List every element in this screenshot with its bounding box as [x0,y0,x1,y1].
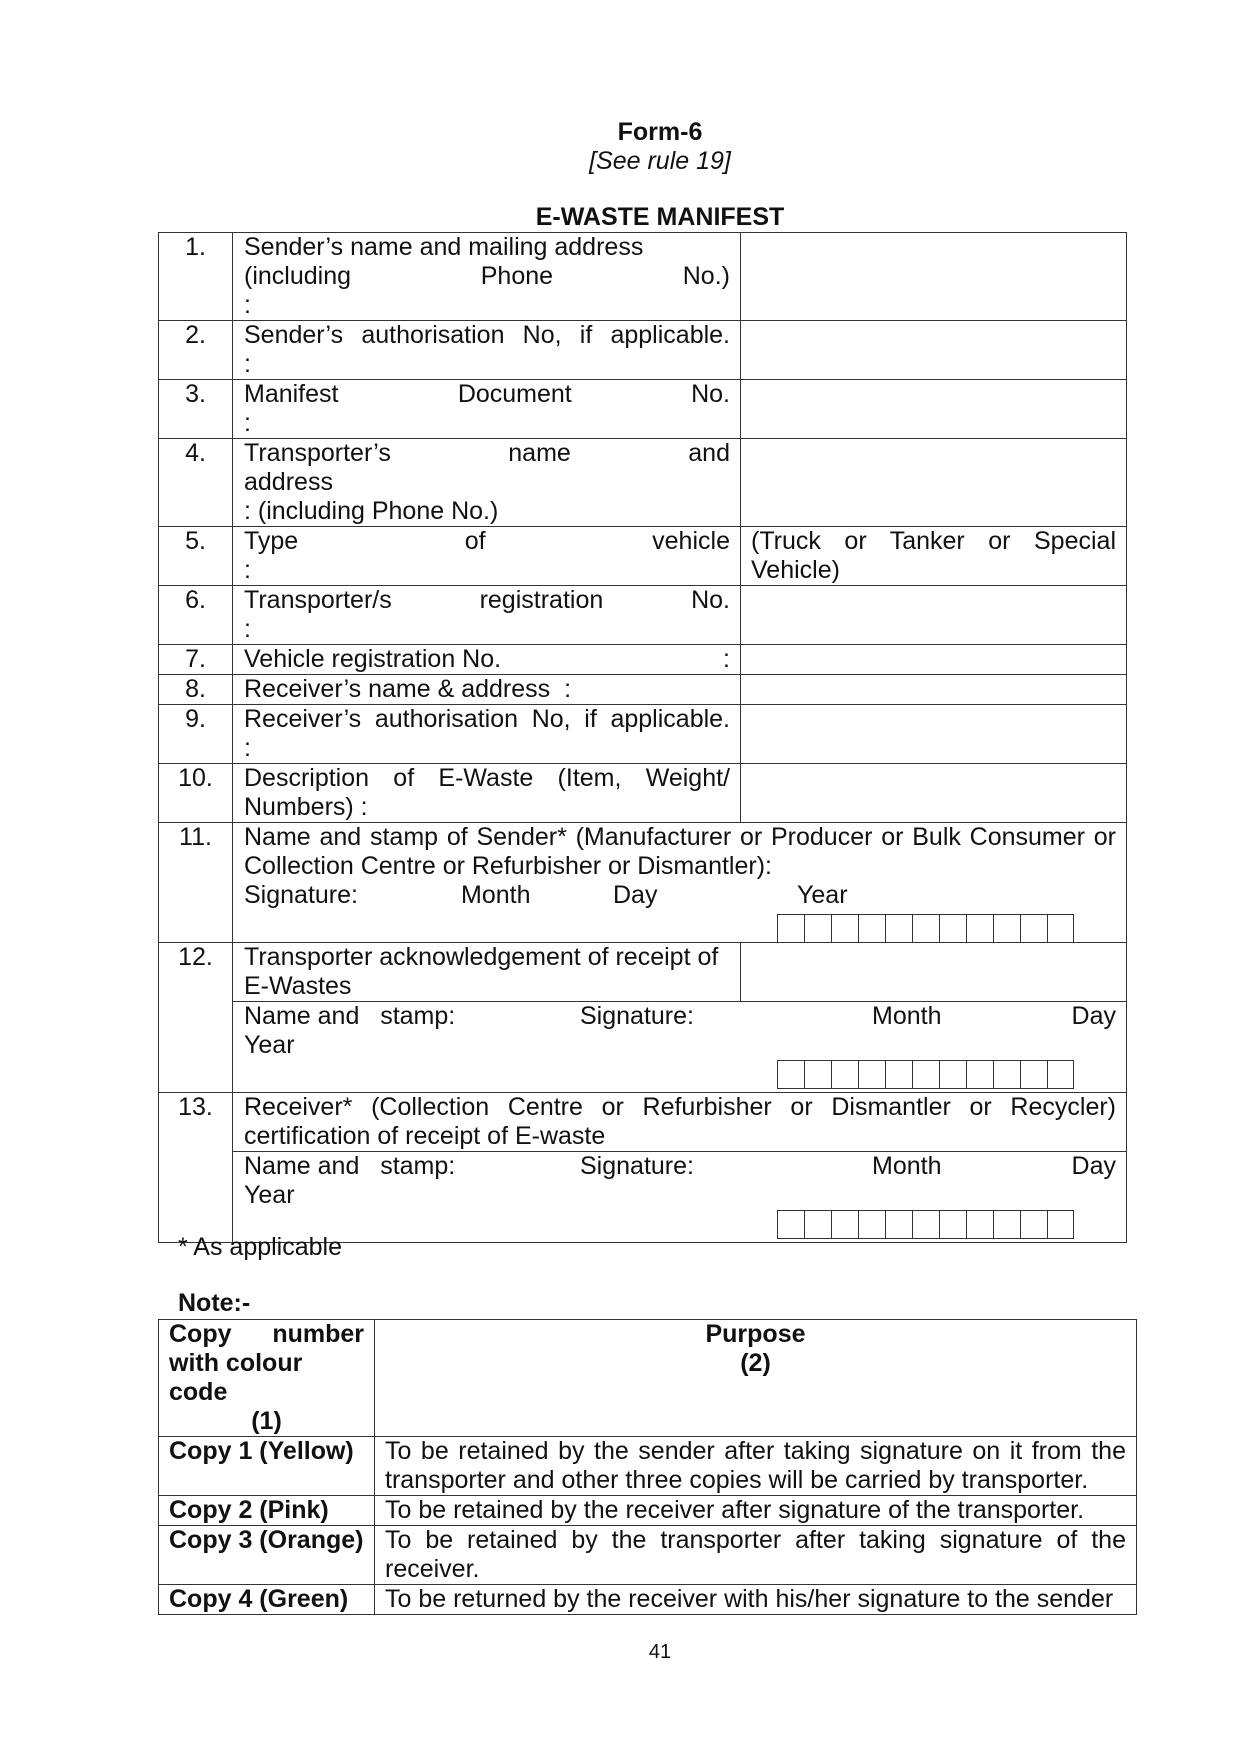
sender-stamp-section [233,823,1127,943]
signature-label: Signature: [580,1002,694,1030]
row-number: 4. [159,439,233,527]
note-heading: Note:- [178,1289,251,1317]
manifest-row-1 [159,233,1127,321]
transporter-name-address-field[interactable] [741,439,1127,527]
row-label: Sender’s name and mailing address (including Phone No.) : [233,233,741,321]
row-number: 13. [159,1093,233,1243]
row-label: Type of vehicle : [233,527,741,586]
year-label: Year [244,1181,295,1209]
manifest-row-12a [159,943,1127,1002]
month-label: Month [872,1152,942,1180]
form-title: Form-6 [617,118,703,146]
year-label: Year [797,881,848,909]
month-label: Month [872,1002,942,1030]
row-number: 1. [159,233,233,321]
copy-purpose: To be returned by the receiver with his/her signature to the sender [375,1585,1137,1615]
row-number: 5. [159,527,233,586]
copy-purpose: To be retained by the sender after taking signature on it from the transporter and other three copies will be carried by transporter. [375,1437,1137,1496]
note-row [159,1496,1137,1526]
row-number: 11. [159,823,233,943]
transporter-registration-field[interactable] [741,586,1127,645]
receiver-certification-label: Receiver* (Collection Centre or Refurbisher or Dismantler or Recycler) certification of receipt of E-waste [233,1093,1127,1152]
manifest-row-13a [159,1093,1127,1152]
row-label: Receiver’s name & address : [233,675,741,705]
row-number: 3. [159,380,233,439]
copy-label: Copy 2 (Pink) [159,1496,375,1526]
manifest-row-12b [159,1002,1127,1093]
copy-label: Copy 1 (Yellow) [159,1437,375,1496]
receiver-authorisation-field[interactable] [741,705,1127,764]
copy-label: Copy 3 (Orange) [159,1526,375,1585]
note-row [159,1526,1137,1585]
note-header-row [159,1320,1137,1437]
note-row [159,1585,1137,1615]
row-number: 9. [159,705,233,764]
vehicle-registration-field[interactable] [741,645,1127,675]
manifest-row-3 [159,380,1127,439]
receiver-signature-section [233,1152,1127,1243]
manifest-row-7 [159,645,1127,675]
manifest-row-8 [159,675,1127,705]
row-number: 8. [159,675,233,705]
row-number: 6. [159,586,233,645]
page-number: 41 [648,1641,672,1663]
sender-name-address-field[interactable] [741,233,1127,321]
signature-label: Signature: [580,1152,694,1180]
row-label: Transporter’s name and address : (including Phone No.) [233,439,741,527]
name-stamp-label: Name and stamp: [244,1002,456,1030]
transporter-ack-field[interactable] [741,943,1127,1002]
manifest-row-9 [159,705,1127,764]
row-number: 12. [159,943,233,1093]
manifest-document-number-field[interactable] [741,380,1127,439]
copy-label: Copy 4 (Green) [159,1585,375,1615]
row-label: Transporter/s registration No. : [233,586,741,645]
manifest-row-6 [159,586,1127,645]
row-number: 2. [159,321,233,380]
note-row [159,1437,1137,1496]
manifest-row-2 [159,321,1127,380]
note-table [158,1319,1137,1615]
footnote: * As applicable [178,1233,343,1261]
manifest-row-4 [159,439,1127,527]
manifest-title: E-WASTE MANIFEST [535,203,785,231]
ewaste-description-field[interactable] [741,764,1127,823]
row-label: Receiver’s authorisation No, if applicable. : [233,705,741,764]
copy-purpose: To be retained by the receiver after signature of the transporter. [375,1496,1137,1526]
sender-stamp-text: Name and stamp of Sender* (Manufacturer or Producer or Bulk Consumer or Collection Centre or Refurbisher or Dismantler): [244,823,1116,880]
manifest-table [158,232,1127,1243]
year-label: Year [244,1031,295,1059]
transporter-signature-section [233,1002,1127,1093]
receiver-name-address-field[interactable] [741,675,1127,705]
rule-reference: [See rule 19] [589,147,731,175]
name-stamp-label: Name and stamp: [244,1152,456,1180]
row-label: Vehicle registration No. : [233,645,741,675]
row-label: Sender’s authorisation No, if applicable. : [233,321,741,380]
vehicle-type-field[interactable]: (Truck or Tanker or Special Vehicle) [741,527,1127,586]
transporter-ack-label: Transporter acknowledgement of receipt of E-Wastes [233,943,741,1002]
sender-authorisation-field[interactable] [741,321,1127,380]
signature-label: Signature: [244,881,358,909]
copy-column-header: Copy number with colour code (1) [159,1320,375,1437]
copy-purpose: To be retained by the transporter after taking signature of the receiver. [375,1526,1137,1585]
manifest-row-13b [159,1152,1127,1243]
row-label: Description of E-Waste (Item, Weight/ Numbers) : [233,764,741,823]
purpose-column-header: Purpose (2) [375,1320,1137,1437]
row-label: Manifest Document No. : [233,380,741,439]
manifest-row-10 [159,764,1127,823]
manifest-row-5 [159,527,1127,586]
manifest-row-11 [159,823,1127,943]
day-label: Day [613,881,658,909]
row-number: 10. [159,764,233,823]
row-number: 7. [159,645,233,675]
day-label: Day [1071,1002,1116,1030]
sender-date-boxes[interactable] [777,914,1074,944]
month-label: Month [461,881,531,909]
day-label: Day [1071,1152,1116,1180]
receiver-date-boxes[interactable] [777,1210,1074,1240]
transporter-date-boxes[interactable] [777,1060,1074,1090]
